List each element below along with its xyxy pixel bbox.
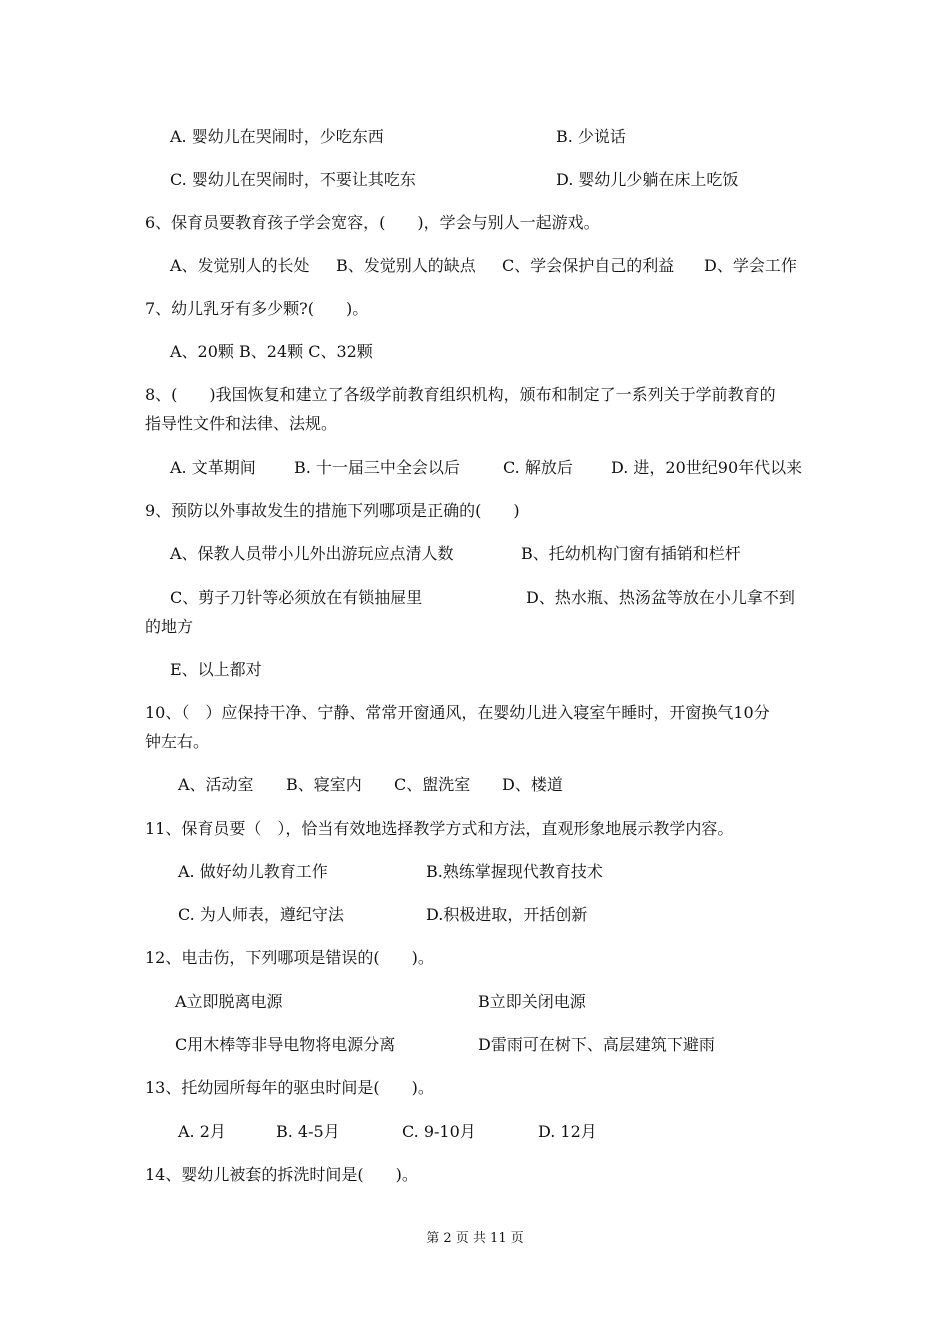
q6-stem: 6、保育员要教育孩子学会宽容，( )，学会与别人一起游戏。 [145, 213, 600, 232]
q10-stem-line2: 钟左右。 [145, 732, 210, 751]
q5-option-a: A. 婴幼儿在哭闹时，少吃东西 [170, 127, 384, 146]
page-footer: 第 2 页 共 11 页 [426, 1231, 524, 1246]
q9-option-d-line2: 的地方 [145, 617, 194, 636]
q12-stem: 12、电击伤，下列哪项是错误的( )。 [145, 948, 434, 967]
q10-option-c: C、盥洗室 [394, 775, 471, 794]
q9-option-a: A、保教人员带小儿外出游玩应点清人数 [170, 544, 454, 563]
q10-option-b: B、寝室内 [286, 775, 362, 794]
q13-option-a: A. 2月 [178, 1122, 226, 1141]
q11-stem: 11、保育员要（ ），恰当有效地选择教学方式和方法，直观形象地展示教学内容。 [145, 819, 734, 838]
q6-option-c: C、学会保护自己的利益 [502, 256, 675, 275]
q6-option-d: D、学会工作 [704, 256, 797, 275]
q9-option-c: C、剪子刀针等必须放在有锁抽屉里 [170, 588, 423, 607]
q13-stem: 13、托幼园所每年的驱虫时间是( )。 [145, 1078, 434, 1097]
q12-option-b: B立即关闭电源 [478, 992, 586, 1011]
q9-stem: 9、预防以外事故发生的措施下列哪项是正确的( ) [145, 501, 520, 520]
q8-option-b: B. 十一届三中全会以后 [294, 458, 460, 477]
q13-option-d: D. 12月 [538, 1122, 597, 1141]
q8-stem-line1: 8、( )我国恢复和建立了各级学前教育组织机构，颁布和制定了一系列关于学前教育的 [145, 385, 776, 404]
q9-option-d-line1: D、热水瓶、热汤盆等放在小儿拿不到 [526, 588, 795, 607]
q8-option-d: D. 进，20世纪90年代以来 [611, 458, 803, 477]
q11-option-b: B.熟练掌握现代教育技术 [426, 862, 603, 881]
q6-option-a: A、发觉别人的长处 [170, 256, 310, 275]
q7-options: A、20颗 B、24颗 C、32颗 [170, 342, 373, 361]
q12-option-c: C用木棒等非导电物将电源分离 [175, 1035, 396, 1054]
q8-stem-line2: 指导性文件和法律、法规。 [145, 414, 338, 433]
q10-stem-line1: 10、（ ）应保持干净、宁静、常常开窗通风，在婴幼儿进入寝室午睡时，开窗换气10分 [145, 703, 770, 722]
q10-option-d: D、楼道 [502, 775, 563, 794]
q11-option-d: D.积极进取，开括创新 [426, 905, 588, 924]
q7-stem: 7、幼儿乳牙有多少颗?( )。 [145, 299, 369, 318]
q14-stem: 14、婴幼儿被套的拆洗时间是( )。 [145, 1165, 418, 1184]
q13-option-c: C. 9-10月 [402, 1122, 476, 1141]
q8-option-c: C. 解放后 [503, 458, 573, 477]
q9-option-e: E、以上都对 [170, 660, 262, 679]
q12-option-d: D雷雨可在树下、高层建筑下避雨 [478, 1035, 715, 1054]
q11-option-c: C. 为人师表，遵纪守法 [178, 905, 344, 924]
q10-option-a: A、活动室 [178, 775, 254, 794]
q5-option-d: D. 婴幼儿少躺在床上吃饭 [556, 170, 739, 189]
q11-option-a: A. 做好幼儿教育工作 [178, 862, 328, 881]
q12-option-a: A立即脱离电源 [175, 992, 283, 1011]
q9-option-b: B、托幼机构门窗有插销和栏杆 [521, 544, 741, 563]
q13-option-b: B. 4-5月 [276, 1122, 340, 1141]
q5-option-b: B. 少说话 [556, 127, 626, 146]
q5-option-c: C. 婴幼儿在哭闹时，不要让其吃东 [170, 170, 416, 189]
q6-option-b: B、发觉别人的缺点 [336, 256, 476, 275]
q8-option-a: A. 文革期间 [170, 458, 256, 477]
